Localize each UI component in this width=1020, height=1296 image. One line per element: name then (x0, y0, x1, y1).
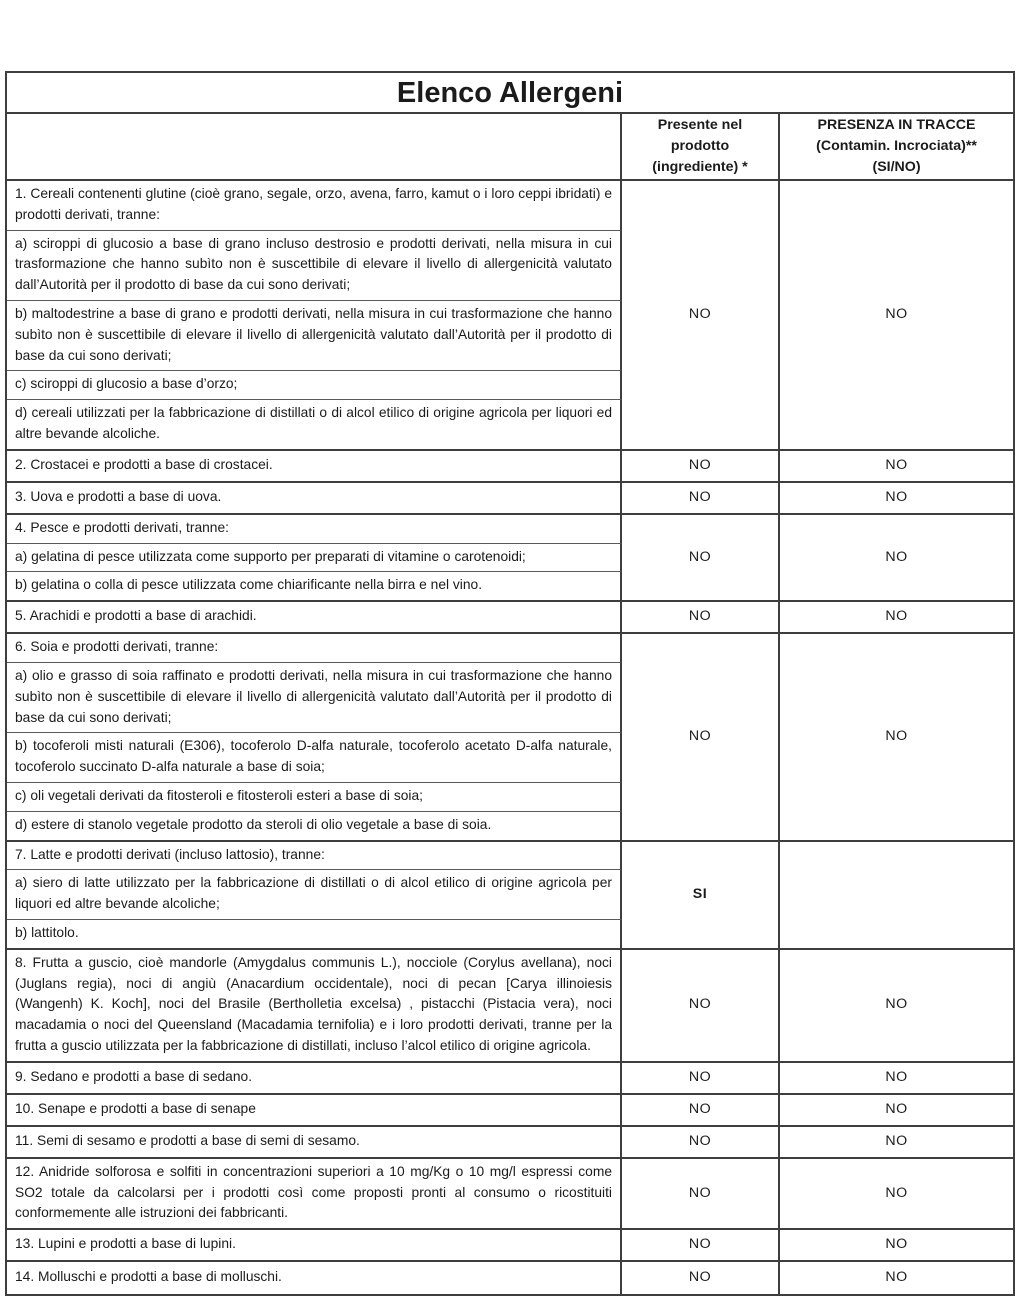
allergen-row-4 (7, 515, 1013, 544)
allergen-text-cell: 11. Semi di sesamo e prodotti a base di semi di sesamo. (7, 1127, 622, 1159)
traces-value: NO (780, 1159, 1013, 1230)
present-value: NO (622, 1127, 780, 1159)
allergen-text-cell: d) cereali utilizzati per la fabbricazione di distillati o di alcol etilico di origine agricola per liquori ed altre bevande alcoliche. (7, 400, 622, 451)
header-empty-cell (7, 114, 622, 181)
present-value: NO (622, 483, 780, 515)
traces-value: NO (780, 602, 1013, 634)
present-value: NO (622, 634, 780, 841)
allergen-text-cell: b) maltodestrine a base di grano e prodotti derivati, nella misura in cui trasformazione che hanno subìto non è suscettibile di elevare il livello di allergenicità valutato dall’Autorità per il prodotto di base da cui sono derivati; (7, 301, 622, 371)
present-value: NO (622, 1095, 780, 1127)
header-traces-line1: PRESENZA IN TRACCE (817, 117, 976, 133)
present-value: NO (622, 602, 780, 634)
allergen-text-cell: 9. Sedano e prodotti a base di sedano. (7, 1063, 622, 1095)
allergen-text-cell: 14. Molluschi e prodotti a base di molluschi. (7, 1262, 622, 1294)
traces-value: NO (780, 1230, 1013, 1262)
traces-value: NO (780, 181, 1013, 451)
header-present-line2: prodotto (670, 138, 730, 154)
present-value: NO (622, 451, 780, 483)
allergen-text-cell: a) sciroppi di glucosio a base di grano incluso destrosio e prodotti derivati, nella misura in cui trasformazione che hanno subìto non è suscettibile di elevare il livello di allergenicità valutato dall’Autorità per il prodotto di base da cui sono derivati; (7, 231, 622, 301)
allergen-row-2 (7, 451, 1013, 483)
present-value: NO (622, 515, 780, 602)
allergen-row-6 (7, 634, 1013, 663)
column-header-traces (780, 114, 1013, 181)
allergen-row-8 (7, 950, 1013, 1063)
allergen-text-cell: c) sciroppi di glucosio a base d’orzo; (7, 371, 622, 400)
header-traces-line2: (Contamin. Incrociata)** (816, 138, 977, 154)
allergen-text-cell: d) estere di stanolo vegetale prodotto da steroli di olio vegetale a base di soia. (7, 812, 622, 842)
allergen-text-cell: 1. Cereali contenenti glutine (cioè grano, segale, orzo, avena, farro, kamut o i loro ceppi ibridati) e prodotti derivati, tranne: (7, 181, 622, 231)
traces-value: NO (780, 483, 1013, 515)
present-value: NO (622, 1262, 780, 1294)
allergen-text-cell: 6. Soia e prodotti derivati, tranne: (7, 634, 622, 663)
allergen-text-cell: 13. Lupini e prodotti a base di lupini. (7, 1230, 622, 1262)
present-value: SI (622, 842, 780, 950)
present-value: NO (622, 950, 780, 1063)
allergen-row-9 (7, 1063, 1013, 1095)
header-present-line1: Presente nel (657, 117, 743, 133)
traces-value: NO (780, 634, 1013, 841)
traces-value: NO (780, 1127, 1013, 1159)
allergen-table (5, 71, 1015, 1296)
header-traces-line3: (SI/NO) (872, 159, 921, 175)
allergen-text-cell: 8. Frutta a guscio, cioè mandorle (Amygdalus communis L.), nocciole (Corylus avellana), noci (Juglans regia), noci di angiù (Anacardium occidentale), noci di pecan [Carya illinoiesis (Wangenh) K. Koch], noci del Brasile (Bertholletia excelsa) , pistacchi (Pistacia vera), noci macadamia o noci del Queensland (Macadamia ternifolia) e i loro prodotti derivati, tranne per la frutta a guscio utilizzata per la fabbricazione di distillati, incluso l’alcol etilico di origine agricola. (7, 950, 622, 1063)
allergen-row-13 (7, 1230, 1013, 1262)
traces-value: NO (780, 950, 1013, 1063)
allergen-row-1 (7, 181, 1013, 231)
allergen-row-7 (7, 842, 1013, 871)
allergen-text-cell: b) tocoferoli misti naturali (E306), tocoferolo D-alfa naturale, tocoferolo acetato D-alfa naturale, tocoferolo succinato D-alfa naturale a base di soia; (7, 733, 622, 783)
allergen-text-cell: 5. Arachidi e prodotti a base di arachidi. (7, 602, 622, 634)
table-header-row (7, 114, 1013, 181)
allergen-text-cell: 3. Uova e prodotti a base di uova. (7, 483, 622, 515)
allergen-row-12 (7, 1159, 1013, 1230)
allergen-text-cell: 4. Pesce e prodotti derivati, tranne: (7, 515, 622, 544)
allergen-row-5 (7, 602, 1013, 634)
allergen-text-cell: 10. Senape e prodotti a base di senape (7, 1095, 622, 1127)
allergen-text-cell: 7. Latte e prodotti derivati (incluso lattosio), tranne: (7, 842, 622, 871)
allergen-text-cell: 12. Anidride solforosa e solfiti in concentrazioni superiori a 10 mg/Kg o 10 mg/l espressi come SO2 totale da calcolarsi per i prodotti così come proposti pronti al consumo o ricostituiti conformemente alle istruzioni dei fabbricanti. (7, 1159, 622, 1230)
allergen-text-cell: 2. Crostacei e prodotti a base di crostacei. (7, 451, 622, 483)
allergen-text-cell: c) oli vegetali derivati da fitosteroli e fitosteroli esteri a base di soia; (7, 783, 622, 812)
traces-value: NO (885, 1269, 908, 1286)
allergen-row-10 (7, 1095, 1013, 1127)
traces-value (780, 842, 1013, 950)
present-value: NO (622, 181, 780, 451)
page-title: Elenco Allergeni (7, 73, 1013, 114)
traces-value: NO (780, 451, 1013, 483)
allergen-text-cell: b) lattitolo. (7, 920, 622, 950)
table-title-row (7, 73, 1013, 114)
allergen-text-cell: b) gelatina o colla di pesce utilizzata come chiarificante nella birra e nel vino. (7, 572, 622, 602)
allergen-row-14 (7, 1262, 1013, 1294)
allergen-text-cell: a) gelatina di pesce utilizzata come supporto per preparati di vitamine o carotenoidi; (7, 544, 622, 573)
allergen-row-11 (7, 1127, 1013, 1159)
present-value: NO (622, 1230, 780, 1262)
traces-value: NO (780, 515, 1013, 602)
column-header-present (622, 114, 780, 181)
allergen-text-cell: a) olio e grasso di soia raffinato e prodotti derivati, nella misura in cui trasformazione che hanno subìto non è suscettibile di elevare il livello di allergenicità valutato dall’Autorità per il prodotto di base da cui sono derivati; (7, 663, 622, 733)
traces-value: NO (780, 1095, 1013, 1127)
allergen-text-cell: a) siero di latte utilizzato per la fabbricazione di distillati o di alcol etilico di origine agricola per liquori ed altre bevande alcoliche; (7, 870, 622, 920)
present-value: NO (622, 1063, 780, 1095)
header-present-line3: (ingrediente) * (652, 159, 748, 175)
present-value: NO (622, 1159, 780, 1230)
traces-value: NO (780, 1063, 1013, 1095)
allergen-row-3 (7, 483, 1013, 515)
